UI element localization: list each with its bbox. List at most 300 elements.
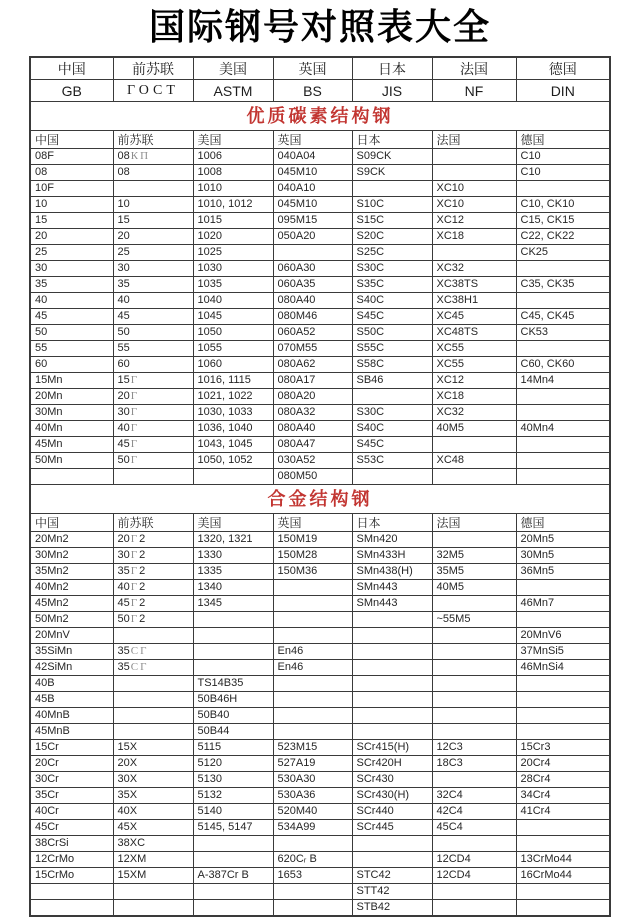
cell: 42C4 (432, 804, 516, 820)
cell: 1320, 1321 (193, 532, 273, 548)
cell (193, 628, 273, 644)
cell (516, 181, 610, 197)
cell (516, 405, 610, 421)
table-row (30, 421, 610, 437)
table-row (30, 453, 610, 469)
cell: 45Cr (30, 820, 113, 836)
cell: 150M36 (273, 564, 352, 580)
cell: SCr420H (352, 756, 432, 772)
cell: 070M55 (273, 341, 352, 357)
cell: 50Г (113, 453, 193, 469)
table-row (30, 708, 610, 724)
cell: 45Г (113, 437, 193, 453)
cell (113, 900, 193, 917)
column-header: 法国 (432, 131, 516, 149)
table-row (30, 660, 610, 676)
cell (352, 836, 432, 852)
cell: 20Mn (30, 389, 113, 405)
table-row (30, 628, 610, 644)
cell: En46 (273, 644, 352, 660)
cell (273, 900, 352, 917)
cell (273, 676, 352, 692)
cell: C45, CK45 (516, 309, 610, 325)
cell: 20Г2 (113, 532, 193, 548)
cell: 530A36 (273, 788, 352, 804)
table-row (30, 756, 610, 772)
cell: 36Mn5 (516, 564, 610, 580)
cell (432, 644, 516, 660)
column-header: 前苏联 (113, 131, 193, 149)
cell: 50Mn2 (30, 612, 113, 628)
cell: 35M5 (432, 564, 516, 580)
cell (516, 884, 610, 900)
cell: 30Г (113, 405, 193, 421)
column-header: 前苏联 (113, 514, 193, 532)
cell: 10 (113, 197, 193, 213)
table-row (30, 309, 610, 325)
cell (273, 884, 352, 900)
cell: XC18 (432, 229, 516, 245)
cell: 523M15 (273, 740, 352, 756)
cell: 080M46 (273, 309, 352, 325)
cell: S30C (352, 261, 432, 277)
cell (193, 612, 273, 628)
cell: 5145, 5147 (193, 820, 273, 836)
cell: 37MnSi5 (516, 644, 610, 660)
cell: 080A62 (273, 357, 352, 373)
cell (193, 852, 273, 868)
cell: S30C (352, 405, 432, 421)
cell: 35X (113, 788, 193, 804)
cell: XC55 (432, 357, 516, 373)
cell: 080A32 (273, 405, 352, 421)
country-header: 德国 (516, 57, 610, 80)
cell (273, 580, 352, 596)
cell: SB46 (352, 373, 432, 389)
page-title: 国际钢号对照表大全 (148, 6, 491, 47)
cell: A-387Cr B (193, 868, 273, 884)
cell: SMn443 (352, 596, 432, 612)
cell: 28Cr4 (516, 772, 610, 788)
cell: 1055 (193, 341, 273, 357)
cell (113, 181, 193, 197)
cell: 5115 (193, 740, 273, 756)
cell (352, 692, 432, 708)
cell: SMn420 (352, 532, 432, 548)
cell: 15 (30, 213, 113, 229)
table-row (30, 532, 610, 548)
cell: 1035 (193, 277, 273, 293)
column-header: 英国 (273, 514, 352, 532)
cell: 12CrMo (30, 852, 113, 868)
cell: SMn438(H) (352, 564, 432, 580)
cell: 1030 (193, 261, 273, 277)
cell (516, 676, 610, 692)
cell: STC42 (352, 868, 432, 884)
cell (273, 596, 352, 612)
table-row (30, 261, 610, 277)
cell: 40B (30, 676, 113, 692)
cell (193, 884, 273, 900)
table-row (30, 293, 610, 309)
cell: 35SiMn (30, 644, 113, 660)
cell: 60 (113, 357, 193, 373)
cell: 40Mn4 (516, 421, 610, 437)
table-row (30, 820, 610, 836)
cell: C15, CK15 (516, 213, 610, 229)
cell: 20Cr (30, 756, 113, 772)
cell (432, 676, 516, 692)
cell: 12CD4 (432, 868, 516, 884)
standard-header: GB (30, 80, 113, 102)
cell: 46MnSi4 (516, 660, 610, 676)
cell: 14Mn4 (516, 373, 610, 389)
cell (113, 676, 193, 692)
cell: SMn433H (352, 548, 432, 564)
cell: 40Mn2 (30, 580, 113, 596)
cell: 60 (30, 357, 113, 373)
table-row (30, 341, 610, 357)
cell: 1008 (193, 165, 273, 181)
cell: 1010 (193, 181, 273, 197)
cell: 5132 (193, 788, 273, 804)
cell: S35C (352, 277, 432, 293)
cell: S25C (352, 245, 432, 261)
cell (352, 389, 432, 405)
standard-header-row (30, 80, 610, 102)
cell: 46Mn7 (516, 596, 610, 612)
cell: 45 (113, 309, 193, 325)
section-title: 优质碳素结构钢 (30, 102, 610, 131)
cell: 1036, 1040 (193, 421, 273, 437)
cell: XC32 (432, 405, 516, 421)
cell: S58C (352, 357, 432, 373)
cell: 30Mn5 (516, 548, 610, 564)
table-row (30, 868, 610, 884)
cell: 25 (113, 245, 193, 261)
cell: XC38TS (432, 277, 516, 293)
cell: 080M50 (273, 469, 352, 485)
column-header: 日本 (352, 131, 432, 149)
cell: S50C (352, 325, 432, 341)
cell (516, 708, 610, 724)
table-row (30, 788, 610, 804)
cell: S40C (352, 293, 432, 309)
cell: 40Г (113, 421, 193, 437)
standard-header: NF (432, 80, 516, 102)
cell: 45Г2 (113, 596, 193, 612)
cell: C60, CK60 (516, 357, 610, 373)
cell: SCr445 (352, 820, 432, 836)
cell (273, 245, 352, 261)
cell: 45B (30, 692, 113, 708)
table-row (30, 772, 610, 788)
cell: 12CD4 (432, 852, 516, 868)
cell (432, 772, 516, 788)
cell: 1050 (193, 325, 273, 341)
cell: C10 (516, 149, 610, 165)
cell (432, 836, 516, 852)
cell (516, 836, 610, 852)
table-row (30, 197, 610, 213)
cell: 080A17 (273, 373, 352, 389)
cell (193, 469, 273, 485)
cell: 30X (113, 772, 193, 788)
section-column-header-row (30, 131, 610, 149)
cell (516, 437, 610, 453)
cell: 35СГ (113, 660, 193, 676)
cell: 10 (30, 197, 113, 213)
table-row (30, 277, 610, 293)
cell: XC12 (432, 373, 516, 389)
cell: 08F (30, 149, 113, 165)
cell: 40Г2 (113, 580, 193, 596)
cell: 060A52 (273, 325, 352, 341)
cell (352, 181, 432, 197)
cell (516, 341, 610, 357)
cell (193, 900, 273, 917)
steel-comparison-table-wrap (29, 56, 611, 917)
cell: 30 (113, 261, 193, 277)
cell (113, 724, 193, 740)
cell: XC12 (432, 213, 516, 229)
country-header: 美国 (193, 57, 273, 80)
cell (352, 644, 432, 660)
cell: 15Mn (30, 373, 113, 389)
cell: 35СГ (113, 644, 193, 660)
cell: 25 (30, 245, 113, 261)
cell: 35 (30, 277, 113, 293)
cell: 40MnB (30, 708, 113, 724)
cell: 530A30 (273, 772, 352, 788)
table-row (30, 564, 610, 580)
cell: 30Mn2 (30, 548, 113, 564)
cell: 16CrMo44 (516, 868, 610, 884)
cell: TS14B35 (193, 676, 273, 692)
cell: 13CrMo44 (516, 852, 610, 868)
cell: 060A35 (273, 277, 352, 293)
cell: 1045 (193, 309, 273, 325)
cell: 095M15 (273, 213, 352, 229)
cell (516, 469, 610, 485)
table-row (30, 357, 610, 373)
cell (193, 660, 273, 676)
cell (516, 453, 610, 469)
cell: 1040 (193, 293, 273, 309)
cell: 08 (30, 165, 113, 181)
cell: 55 (113, 341, 193, 357)
cell: S45C (352, 437, 432, 453)
cell: SCr430(H) (352, 788, 432, 804)
table-row (30, 149, 610, 165)
cell: 1015 (193, 213, 273, 229)
cell: 150M28 (273, 548, 352, 564)
cell: 40X (113, 804, 193, 820)
table-row (30, 724, 610, 740)
country-header: 前苏联 (113, 57, 193, 80)
cell: 40Mn (30, 421, 113, 437)
table-row (30, 900, 610, 917)
cell (273, 692, 352, 708)
cell (432, 900, 516, 917)
cell: 08КП (113, 149, 193, 165)
table-row (30, 884, 610, 900)
cell: C10, CK10 (516, 197, 610, 213)
cell: S20C (352, 229, 432, 245)
cell: 1021, 1022 (193, 389, 273, 405)
cell: 040A10 (273, 181, 352, 197)
cell (273, 836, 352, 852)
cell (30, 884, 113, 900)
cell: 1335 (193, 564, 273, 580)
cell: 34Cr4 (516, 788, 610, 804)
standard-header: ASTM (193, 80, 273, 102)
cell: XC32 (432, 261, 516, 277)
cell: S40C (352, 421, 432, 437)
column-header: 日本 (352, 514, 432, 532)
standard-header: JIS (352, 80, 432, 102)
cell: 12XM (113, 852, 193, 868)
column-header: 美国 (193, 131, 273, 149)
cell: 20X (113, 756, 193, 772)
cell (516, 900, 610, 917)
cell: 45X (113, 820, 193, 836)
cell (113, 708, 193, 724)
cell (352, 628, 432, 644)
cell: 527A19 (273, 756, 352, 772)
cell: 1030, 1033 (193, 405, 273, 421)
cell: 50 (30, 325, 113, 341)
cell: 080A47 (273, 437, 352, 453)
cell: 40 (30, 293, 113, 309)
cell: 35Cr (30, 788, 113, 804)
cell (432, 708, 516, 724)
table-row (30, 644, 610, 660)
column-header: 美国 (193, 514, 273, 532)
cell (516, 389, 610, 405)
cell: CK25 (516, 245, 610, 261)
cell: 1025 (193, 245, 273, 261)
cell: S10C (352, 197, 432, 213)
cell: 1043, 1045 (193, 437, 273, 453)
cell: 45MnB (30, 724, 113, 740)
cell: 1010, 1012 (193, 197, 273, 213)
cell (432, 596, 516, 612)
cell: 5130 (193, 772, 273, 788)
section-title: 合金结构钢 (30, 485, 610, 514)
cell (432, 660, 516, 676)
cell: C35, CK35 (516, 277, 610, 293)
cell: 20Mn2 (30, 532, 113, 548)
cell: 45C4 (432, 820, 516, 836)
cell (352, 469, 432, 485)
table-row (30, 181, 610, 197)
cell: 080A20 (273, 389, 352, 405)
cell: S53C (352, 453, 432, 469)
cell (516, 724, 610, 740)
table-row (30, 373, 610, 389)
cell (516, 293, 610, 309)
column-header: 中国 (30, 131, 113, 149)
cell: 12C3 (432, 740, 516, 756)
cell: 15Cr (30, 740, 113, 756)
cell: S9CK (352, 165, 432, 181)
table-row (30, 852, 610, 868)
section-banner-row (30, 485, 610, 514)
steel-comparison-table (29, 56, 611, 917)
cell (516, 580, 610, 596)
cell: 30Mn (30, 405, 113, 421)
table-row (30, 469, 610, 485)
cell (193, 644, 273, 660)
cell: 32C4 (432, 788, 516, 804)
cell: 15CrMo (30, 868, 113, 884)
table-row (30, 612, 610, 628)
cell: ~55M5 (432, 612, 516, 628)
cell (432, 245, 516, 261)
cell (30, 900, 113, 917)
cell: 15XM (113, 868, 193, 884)
cell: 40M5 (432, 421, 516, 437)
cell: 1345 (193, 596, 273, 612)
cell: 1020 (193, 229, 273, 245)
cell: 080A40 (273, 421, 352, 437)
cell: 30 (30, 261, 113, 277)
cell: SMn443 (352, 580, 432, 596)
cell: 045M10 (273, 165, 352, 181)
cell: 50Mn (30, 453, 113, 469)
table-row (30, 676, 610, 692)
table-row (30, 740, 610, 756)
cell: 45Mn2 (30, 596, 113, 612)
cell: STT42 (352, 884, 432, 900)
cell: 20 (30, 229, 113, 245)
cell (432, 149, 516, 165)
cell: 20MnV6 (516, 628, 610, 644)
table-row (30, 229, 610, 245)
cell: 38XC (113, 836, 193, 852)
cell: 520M40 (273, 804, 352, 820)
cell (516, 612, 610, 628)
cell: 1016, 1115 (193, 373, 273, 389)
cell (113, 884, 193, 900)
cell: 5140 (193, 804, 273, 820)
cell (516, 820, 610, 836)
cell: XC38H1 (432, 293, 516, 309)
table-row (30, 165, 610, 181)
cell: CK53 (516, 325, 610, 341)
cell: 45Mn (30, 437, 113, 453)
standard-header: DIN (516, 80, 610, 102)
cell (113, 628, 193, 644)
cell (352, 724, 432, 740)
cell: S15C (352, 213, 432, 229)
cell (432, 165, 516, 181)
cell (273, 708, 352, 724)
cell: 08 (113, 165, 193, 181)
cell: 50B44 (193, 724, 273, 740)
country-header: 英国 (273, 57, 352, 80)
cell: 10F (30, 181, 113, 197)
cell: 40Cr (30, 804, 113, 820)
cell: STB42 (352, 900, 432, 917)
cell: 1653 (273, 868, 352, 884)
cell: C10 (516, 165, 610, 181)
cell: XC10 (432, 197, 516, 213)
table-row (30, 580, 610, 596)
cell (352, 676, 432, 692)
cell (352, 708, 432, 724)
